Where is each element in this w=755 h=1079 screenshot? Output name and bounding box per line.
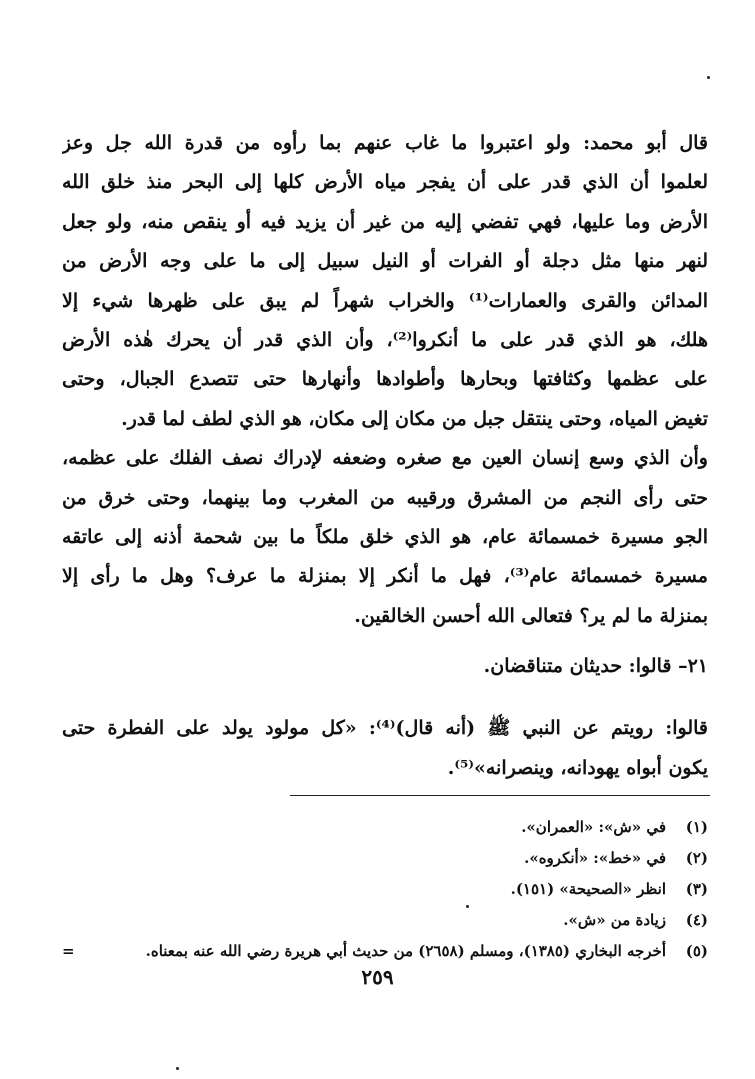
footnote-item — [62, 812, 708, 843]
text-line: يكون أبواه يهودانه، وينصرانه»⁽⁵⁾. — [447, 757, 708, 779]
text-line: مسيرة خمسمائة عام⁽³⁾، فهل ما أنكر إلا بمنزلة ما عرف؟ وهل ما رأى إلا — [62, 565, 708, 588]
text-line: الجو مسيرة خمسمائة عام، هو الذي خلق ملكاً ما بين شحمة أذنه إلى عاتقه — [62, 525, 708, 548]
footnote-number: (٢) — [685, 849, 708, 867]
text-line: وأن الذي وسع إنسان العين مع صغره وضعفه لإدراك نصف الفلك على عظمه، — [62, 447, 708, 470]
footnote-divider — [290, 795, 710, 796]
footnote-number: (٤) — [685, 911, 708, 929]
text-line: المدائن والقرى والعمارات⁽¹⁾ والخراب شهراً لم يبق على ظهرها شيء إلا — [62, 289, 708, 312]
footnotes — [62, 812, 708, 967]
speck-mark — [466, 905, 469, 908]
footnote-text: زيادة من «ش». — [563, 911, 666, 929]
footnote-item — [62, 874, 708, 905]
text-line: لعلموا أن الذي قدر على أن يفجر مياه الأرض كلها إلى البحر منذ خلق الله — [62, 171, 708, 194]
text-line: هلك، هو الذي قدر على ما أنكروا⁽²⁾، وأن الذي قدر أن يحرك هٰذه الأرض — [62, 328, 708, 351]
text-line: الأرض وما عليها، فهي تفضي إليه من غير أن يزيد فيه أو ينقص منه، ولو جعل — [62, 210, 708, 233]
text-line: تغيض المياه، وحتى ينتقل جبل من مكان إلى مكان، هو الذي لطف لما قدر. — [121, 407, 708, 430]
footnote-number: (٣) — [685, 880, 708, 898]
footnote-text: في «ش»: «العمران». — [521, 818, 666, 836]
footnote-text: أخرجه البخاري (١٣٨٥)، ومسلم (٢٦٥٨) من حديث أبي هريرة رضي الله عنه بمعناه. — [145, 942, 666, 960]
footnote-text: في «خط»: «أنكروه». — [524, 849, 666, 867]
footnote-number: (٥) — [685, 942, 708, 960]
text-line: على عظمها وكثافتها وبحارها وأطوادها وأنهارها حتى تتصدع الجبال، وحتى — [62, 368, 708, 391]
text-line: قالوا: رويتم عن النبي ﷺ (أنه قال)⁽⁴⁾: «كل مولود يولد على الفطرة حتى — [62, 717, 708, 739]
main-paragraph — [62, 124, 708, 636]
footnote-item — [62, 843, 708, 874]
text-line: قال أبو محمد: ولو اعتبروا ما غاب عنهم بما رأوه من قدرة الله جل وعز — [62, 132, 708, 154]
footnote-item — [62, 936, 708, 967]
text-line: حتى رأى النجم من المشرق ورقيبه من المغرب وما بينهما، وحتى خرق من — [62, 486, 708, 509]
text-line: بمنزلة ما لم ير؟ فتعالى الله أحسن الخالقين. — [354, 604, 708, 627]
page-number: ٢٥٩ — [361, 965, 394, 989]
question-paragraph — [62, 708, 708, 788]
text-line: لنهر منها مثل دجلة أو الفرات أو النيل سبيل إلى ما على وجه الأرض من — [62, 250, 708, 273]
footnote-text: انظر «الصحيحة» (١٥١). — [510, 880, 666, 898]
section-heading: ٢١– قالوا: حديثان متناقضان. — [483, 655, 708, 677]
continuation-mark: = — [62, 942, 75, 960]
speck-mark — [176, 1067, 179, 1070]
footnote-number: (١) — [685, 818, 708, 836]
speck-mark — [707, 76, 710, 79]
footnote-item — [62, 905, 708, 936]
